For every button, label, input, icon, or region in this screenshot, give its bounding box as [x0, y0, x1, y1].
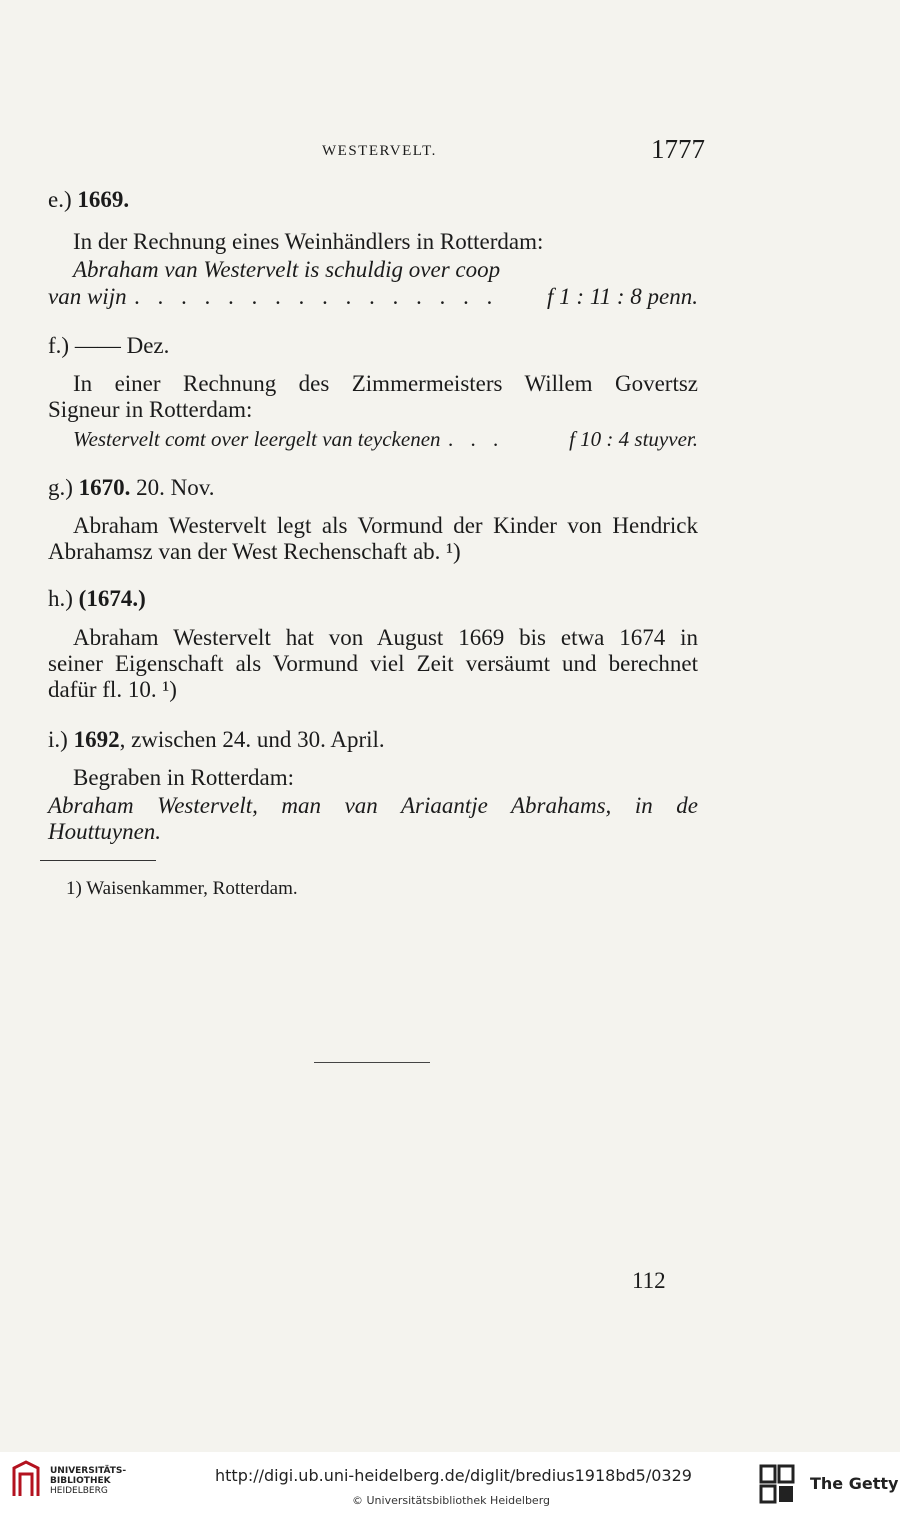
section-f-heading: f.) —— Dez. [48, 333, 170, 358]
section-h-text-end: dafür fl. 10. ¹) [48, 677, 177, 702]
section-g-text-cont: Abrahamsz van der West Rechenschaft ab. ¹) [48, 539, 461, 564]
getty-name: The Getty [810, 1474, 899, 1493]
header-page-number: 1777 [651, 134, 705, 164]
footnote: 1) Waisenkammer, Rotterdam. [66, 878, 298, 899]
section-i-quote-end: Houttuynen. [48, 819, 162, 844]
section-e-text: In der Rechnung eines Weinhändlers in Rotterdam: [73, 229, 544, 254]
section-e-quote: Abraham van Westervelt is schuldig over coop [73, 257, 501, 282]
section-h-heading: h.) (1674.) [48, 586, 146, 611]
permalink-url[interactable]: http://digi.ub.uni-heidelberg.de/diglit/bredius1918bd5/0329 [215, 1466, 692, 1485]
leader-dots: . . . [448, 427, 505, 451]
footnote-divider [40, 860, 156, 861]
running-header-title: WESTERVELT. [322, 143, 437, 159]
signature-number: 112 [632, 1268, 666, 1293]
copyright-notice: © Universitätsbibliothek Heidelberg [352, 1494, 551, 1507]
end-divider [314, 1062, 430, 1063]
getty-logo-icon[interactable] [757, 1462, 797, 1506]
section-f-text-cont: Signeur in Rotterdam: [48, 397, 253, 422]
section-g-text: Abraham Westervelt legt als Vormund der Kinder von Hendrick [73, 513, 698, 538]
leader-dots: . . . . . . . . . . . . . . . . [134, 284, 499, 309]
section-f-quote-entry: Westervelt comt over leergelt van teyckenen . . . f 10 : 4 stuyver. [73, 427, 698, 451]
section-g-heading: g.) 1670. 20. Nov. [48, 475, 215, 500]
section-e-quote-entry: van wijn . . . . . . . . . . . . . . . . f 1 : 11 : 8 penn. [48, 284, 698, 309]
section-i-heading: i.) 1692, zwischen 24. und 30. April. [48, 727, 385, 752]
section-h-text-cont: seiner Eigenschaft als Vormund viel Zeit versäumt und berechnet [48, 651, 698, 676]
university-library-logo-icon[interactable] [8, 1458, 44, 1502]
university-library-name: UNIVERSITÄTS- BIBLIOTHEK HEIDELBERG [50, 1466, 127, 1496]
viewer-footer [0, 1452, 900, 1517]
section-h-text: Abraham Westervelt hat von August 1669 bis etwa 1674 in [73, 625, 698, 650]
section-i-quote: Abraham Westervelt, man van Ariaantje Abrahams, in de [48, 793, 698, 818]
section-e-heading: e.) 1669. [48, 187, 130, 212]
section-i-text: Begraben in Rotterdam: [73, 765, 294, 790]
section-f-text: In einer Rechnung des Zimmermeisters Willem Govertsz [73, 371, 698, 396]
